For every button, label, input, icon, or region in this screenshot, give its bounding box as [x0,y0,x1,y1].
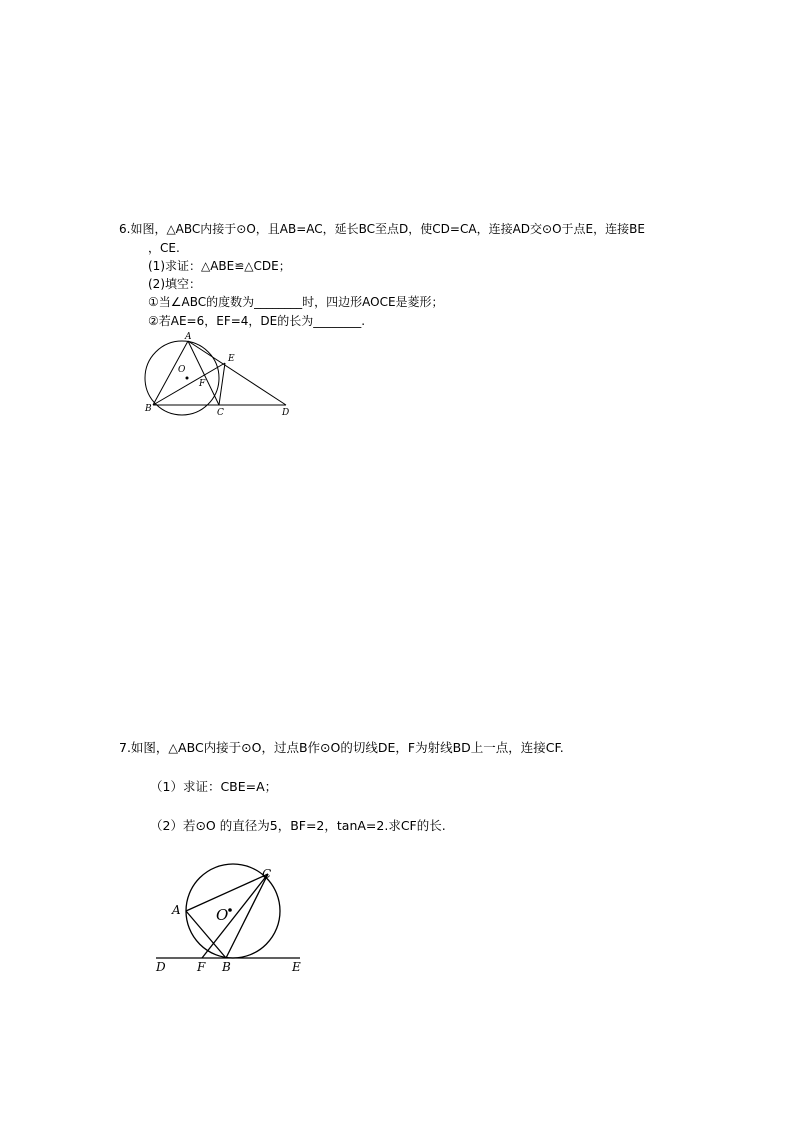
q6-label-c: C [217,408,224,418]
q7-label-c: C [262,867,272,881]
q7-statement-line1: 7.如图，△ABC内接于⊙O，过点B作⊙O的切线DE，F为射线BD上一点，连接CF. [119,740,564,755]
q7-geometry-diagram [150,858,310,978]
q6-statement-line1: 6.如图，△ABC内接于⊙O，且AB=AC，延长BC至点D，使CD=CA，连接AD交⊙O于点E，连接BE [119,222,645,236]
q6-figure [140,332,300,426]
q7-label-e: E [292,960,301,974]
q6-segment-be [153,363,225,405]
q7-part2: （2）若⊙O 的直径为5，BF=2，tanA=2.求CF的长. [150,818,446,833]
q7-segment-cf [202,874,268,958]
q6-part2: (2)填空： [148,277,201,291]
q6-fill2: ②若AE=6，EF=4，DE的长为________. [148,314,366,328]
q6-segment-ad [188,341,286,405]
q6-geometry-diagram [140,332,300,422]
q7-figure [150,858,310,982]
q7-center-dot [228,908,232,912]
q6-fill1: ①当∠ABC的度数为________时，四边形AOCE是菱形； [148,295,444,309]
q7-label-f: F [197,960,206,974]
q6-label-e: E [228,354,235,364]
q7-label-b: B [222,960,231,974]
q7-segment-bc [226,874,268,958]
q6-part1: (1)求证：△ABE≌△CDE； [148,259,291,273]
q6-label-f: F [199,379,206,389]
q6-label-b: B [145,404,152,414]
q6-segment-ce [219,363,225,405]
q7-label-o: O [216,906,229,924]
q6-center-dot [186,377,189,380]
q6-label-d: D [282,408,290,418]
q7-label-a: A [172,903,181,917]
q7-label-d: D [156,960,166,974]
q7-part1: （1）求证：CBE=A； [150,779,278,794]
q6-statement-line2: ，CE. [148,241,180,255]
q6-label-o: O [178,365,186,375]
q6-label-a: A [185,332,192,342]
